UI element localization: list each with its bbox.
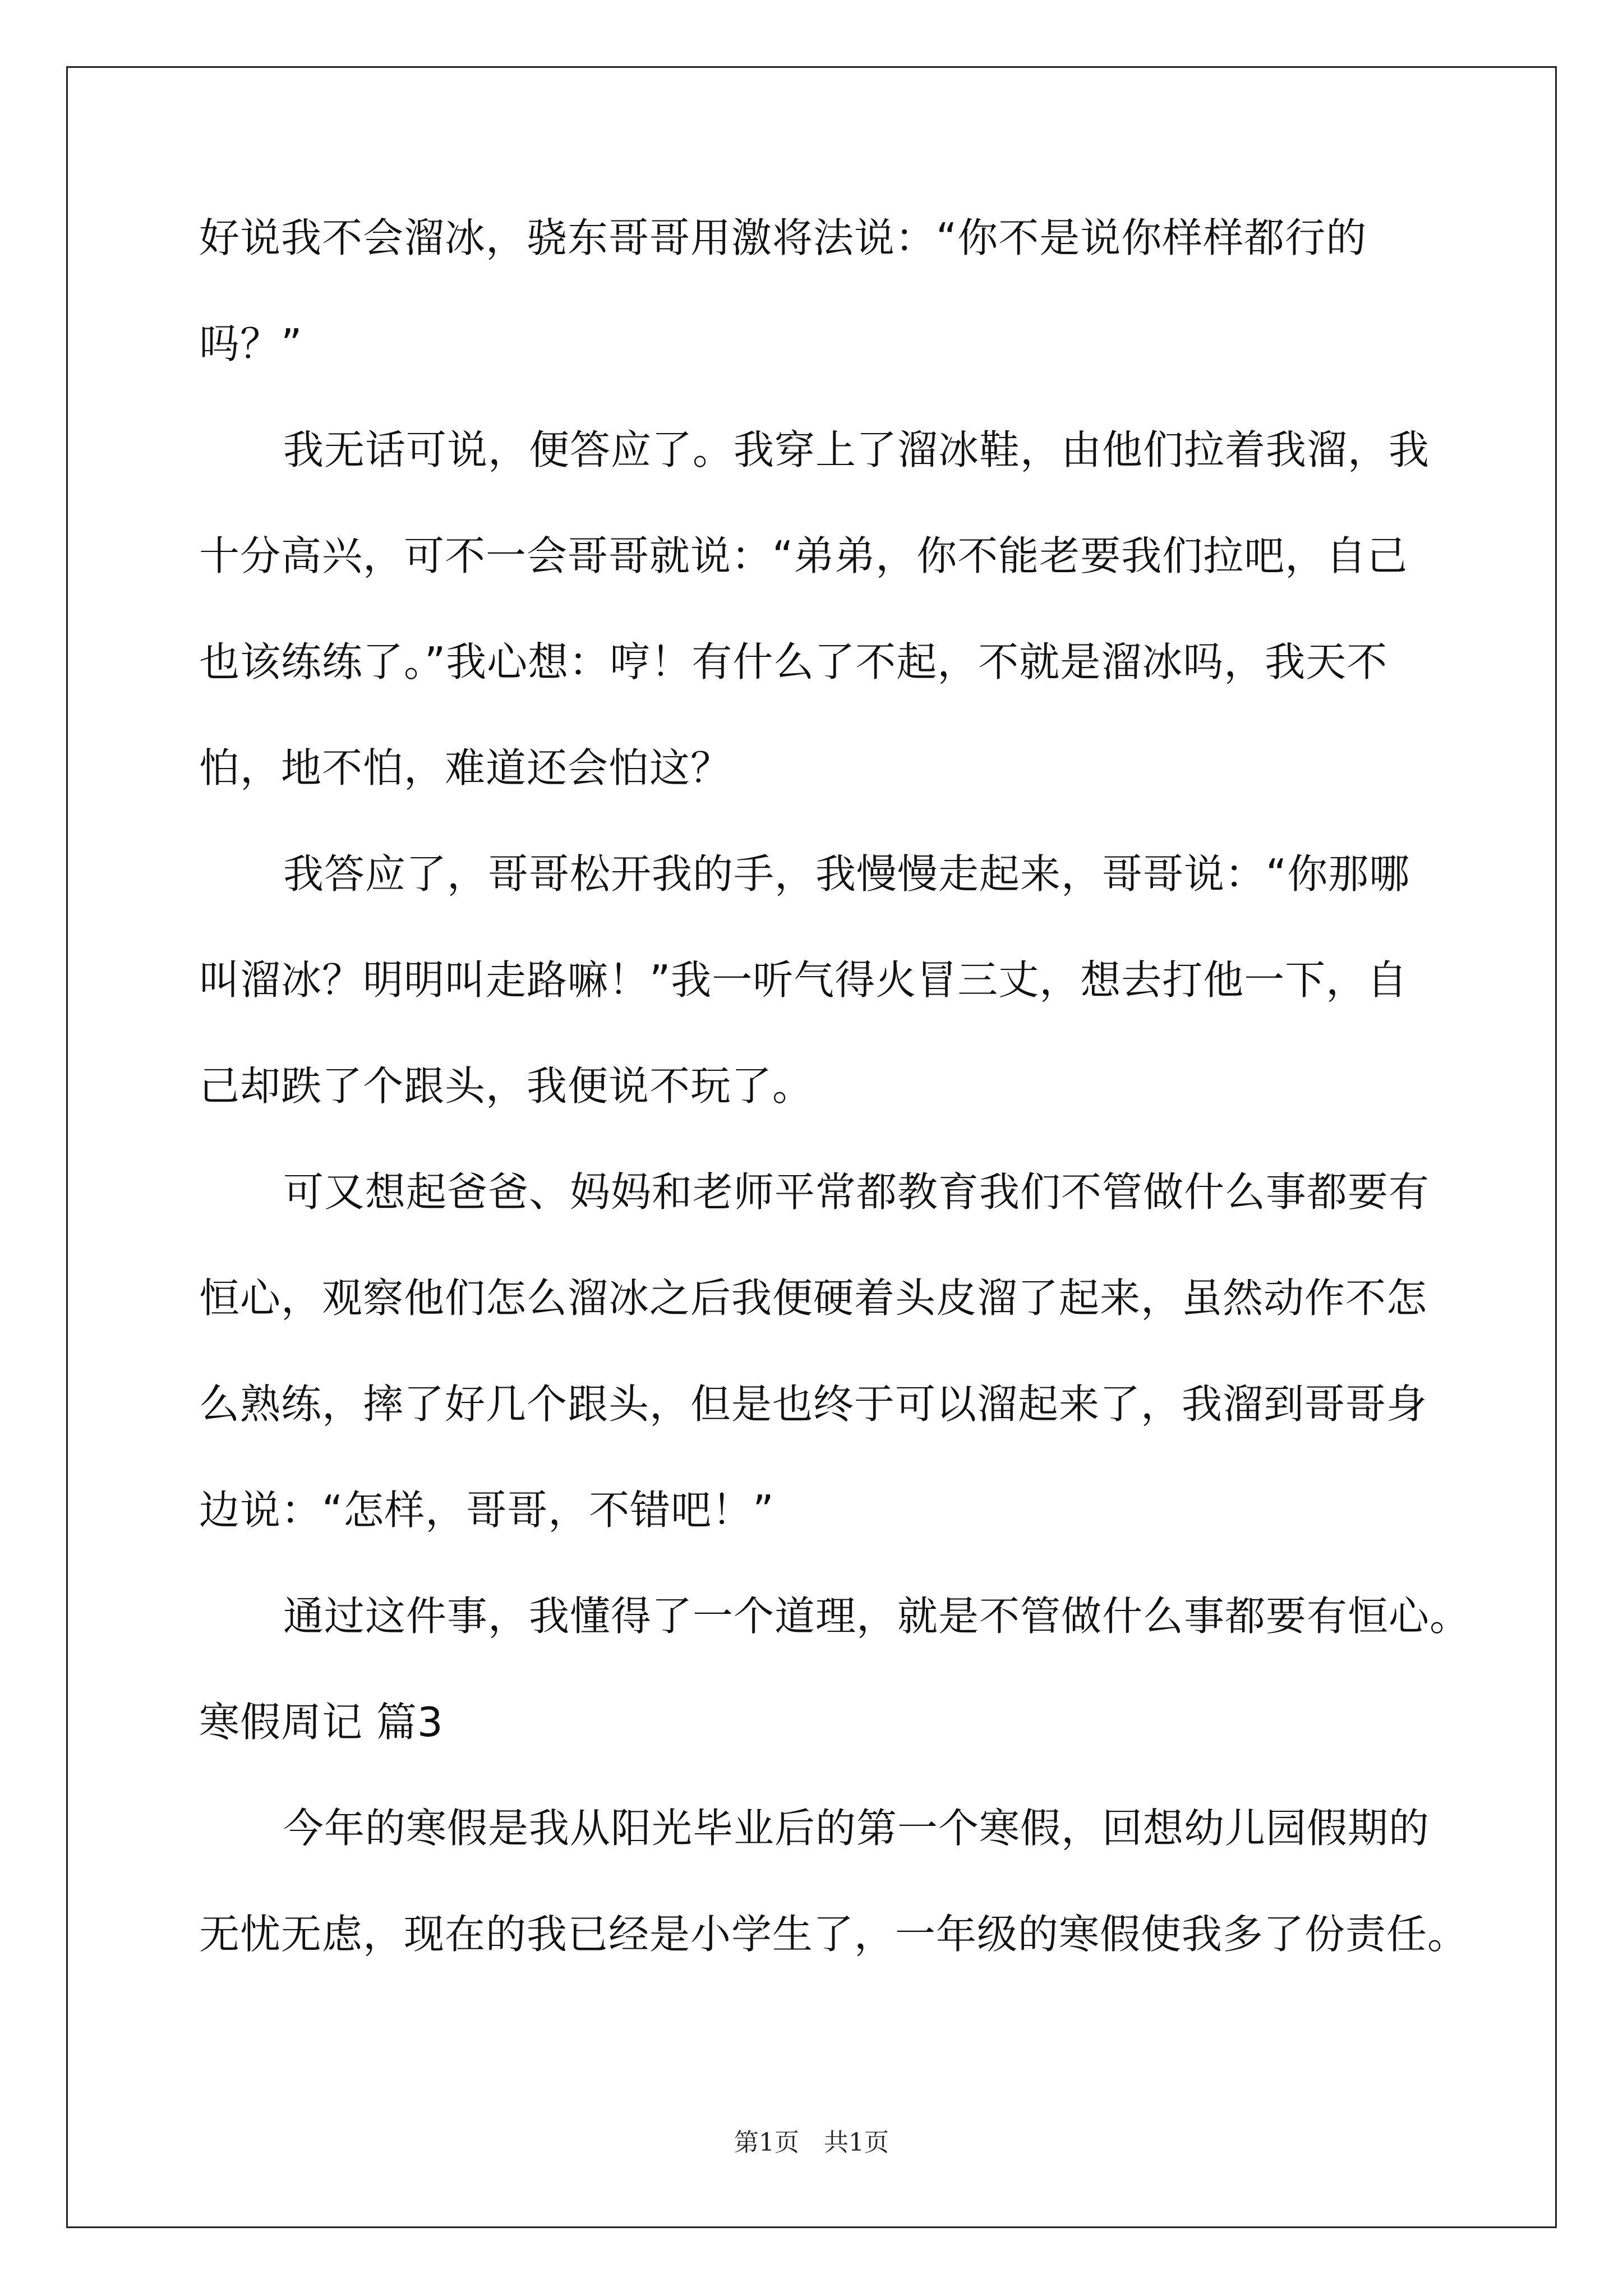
text-line: 今年的寒假是我从阳光毕业后的第一个寒假，回想幼儿园假期的 (283, 1805, 1430, 1852)
text-line: 十分高兴，可不一会哥哥就说：“弟弟，你不能老要我们拉吧，自己 (199, 532, 1408, 579)
text-line: 我无话可说，便答应了。我穿上了溜冰鞋，由他们拉着我溜，我 (283, 426, 1430, 473)
text-line: 我答应了，哥哥松开我的手，我慢慢走起来，哥哥说：“你那哪 (283, 850, 1410, 898)
text-line: 么熟练，摔了好几个跟头，但是也终于可以溜起来了，我溜到哥哥身 (199, 1381, 1428, 1428)
text-line: 好说我不会溜冰，骁东哥哥用激将法说：“你不是说你样样都行的 (199, 214, 1367, 261)
page-footer: 第1页 共1页 (734, 2128, 889, 2157)
text-line: 恒心，观察他们怎么溜冰之后我便硬着头皮溜了起来，虽然动作不怎 (199, 1274, 1428, 1322)
text-line: 吗？” (199, 320, 303, 367)
section-heading: 寒假周记 篇3 (199, 1699, 444, 1746)
text-line: 怕，地不怕，难道还会怕这？ (199, 744, 732, 792)
text-line: 无忧无虑，现在的我已经是小学生了，一年级的寒假使我多了份责任。 (199, 1911, 1469, 1958)
text-line: 可又想起爸爸、妈妈和老师平常都教育我们不管做什么事都要有 (283, 1168, 1430, 1216)
text-line: 叫溜冰？明明叫走路嘛！”我一听气得火冒三丈，想去打他一下，自 (199, 956, 1408, 1004)
text-line: 边说：“怎样，哥哥，不错吧！” (199, 1487, 774, 1534)
text-line: 己却跌了个跟头，我便说不玩了。 (199, 1062, 814, 1110)
text-line: 也该练练了。”我心想：哼！有什么了不起，不就是溜冰吗，我天不 (199, 638, 1388, 685)
text-line: 通过这件事，我懂得了一个道理，就是不管做什么事都要有恒心。 (283, 1593, 1471, 1640)
document-body (199, 214, 1471, 2020)
